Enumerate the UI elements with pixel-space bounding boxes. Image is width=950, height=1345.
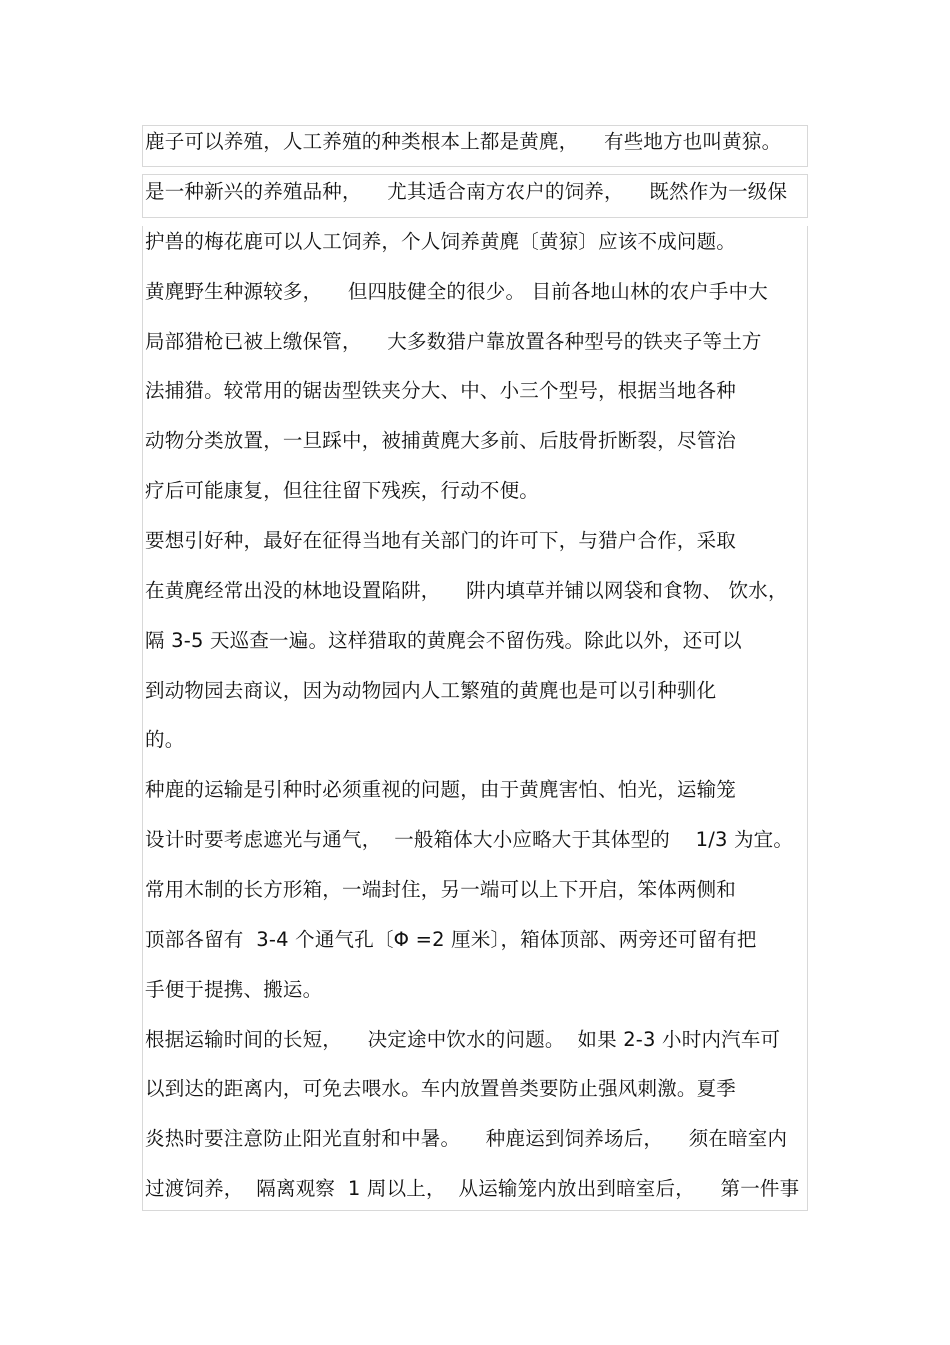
paragraph-line-7: 动物分类放置，一旦踩中，被捕黄麂大多前、后肢骨折断裂，尽管治: [145, 429, 737, 452]
paragraph-line-1: 鹿子可以养殖，人工养殖的种类根本上都是黄麂， 有些地方也叫黄猄。: [145, 130, 782, 153]
paragraph-line-6: 法捕猎。较常用的锯齿型铁夹分大、中、小三个型号，根据当地各种: [145, 379, 737, 402]
paragraph-line-17: 顶部各留有 3-4 个通气孔〔Φ =2 厘米〕，箱体顶部、两旁还可留有把: [145, 928, 757, 951]
text-frame-main: [142, 226, 808, 1211]
paragraph-line-3: 护兽的梅花鹿可以人工饲养，个人饲养黄麂〔黄猄〕应该不成问题。: [145, 230, 737, 253]
paragraph-line-21: 炎热时要注意防止阳光直射和中暑。 种鹿运到饲养场后， 须在暗室内: [145, 1127, 788, 1150]
paragraph-line-19: 根据运输时间的长短， 决定途中饮水的问题。 如果 2-3 小时内汽车可: [145, 1028, 781, 1051]
paragraph-line-4: 黄麂野生种源较多， 但四肢健全的很少。 目前各地山林的农户手中大: [145, 280, 768, 303]
paragraph-line-20: 以到达的距离内，可免去喂水。车内放置兽类要防止强风刺激。夏季: [145, 1077, 737, 1100]
paragraph-line-11: 隔 3-5 天巡查一遍。这样猎取的黄麂会不留伤残。除此以外，还可以: [145, 629, 742, 652]
paragraph-line-2: 是一种新兴的养殖品种， 尤其适合南方农户的饲养， 既然作为一级保: [145, 180, 788, 203]
paragraph-line-12: 到动物园去商议，因为动物园内人工繁殖的黄麂也是可以引种驯化: [145, 679, 717, 702]
paragraph-line-8: 疗后可能康复，但往往留下残疾，行动不便。: [145, 479, 540, 502]
paragraph-line-13: 的。: [145, 728, 185, 751]
paragraph-line-18: 手便于提携、搬运。: [145, 978, 323, 1001]
paragraph-line-9: 要想引好种，最好在征得当地有关部门的许可下，与猎户合作，采取: [145, 529, 737, 552]
paragraph-line-10: 在黄麂经常出没的林地设置陷阱， 阱内填草并铺以网袋和食物、 饮水，: [145, 579, 788, 602]
paragraph-line-22: 过渡饲养， 隔离观察 1 周以上， 从运输笼内放出到暗室后， 第一件事: [145, 1177, 800, 1200]
paragraph-line-15: 设计时要考虑遮光与通气， 一般箱体大小应略大于其体型的 1/3 为宜。: [145, 828, 794, 851]
paragraph-line-14: 种鹿的运输是引种时必须重视的问题，由于黄麂害怕、怕光，运输笼: [145, 778, 737, 801]
paragraph-line-5: 局部猎枪已被上缴保管， 大多数猎户靠放置各种型号的铁夹子等土方: [145, 330, 762, 353]
paragraph-line-16: 常用木制的长方形箱，一端封住，另一端可以上下开启，笨体两侧和: [145, 878, 737, 901]
